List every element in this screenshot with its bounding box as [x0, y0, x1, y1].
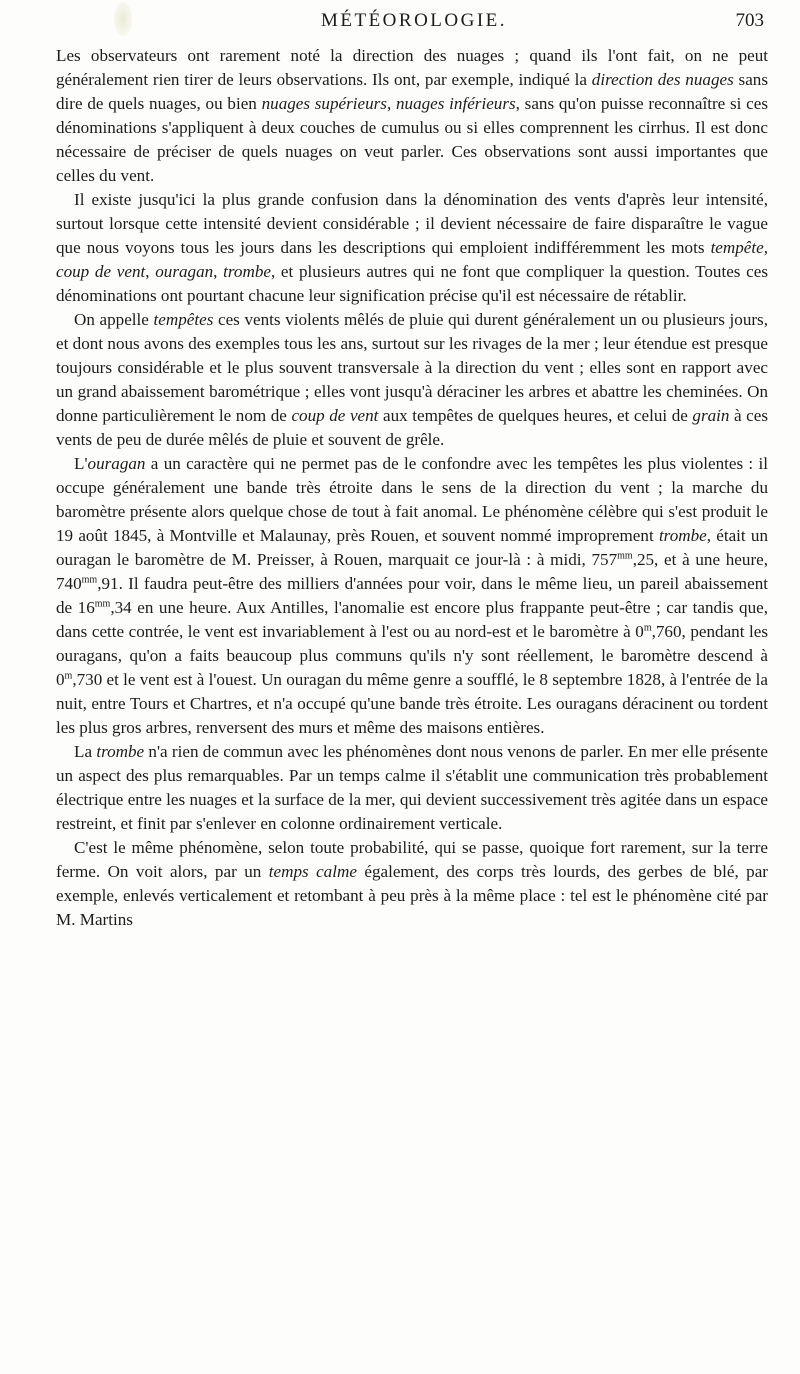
text-run: Les observateurs ont rarement noté la direction des nuages ; quand ils l'ont fait, on ne peut généralement rien tirer de leurs observations. Ils ont, par exemple, indiqué la	[56, 46, 768, 89]
running-title: MÉTÉOROLOGIE.	[320, 10, 508, 31]
paragraph	[56, 452, 768, 740]
text-run: L'	[74, 454, 88, 473]
text-run: n'a rien de commun avec les phénomènes dont nous venons de parler. En mer elle présente un aspect des plus remarquables. Par un temps calme il s'établit une communication très probablement électrique entre les nuages et la surface de la mer, qui devient successivement très agitée dans un espace restreint, et finit par s'enlever en colonne ordinairement verticale.	[56, 742, 768, 833]
text-run: ,760, pendant les ouragans, qu'on a faits beaucoup plus communs qu'ils n'y sont réellement, le baromètre descend à 0	[56, 622, 768, 689]
text-run: ,91. Il faudra peut-être des milliers d'années pour voir, dans le même lieu, un pareil abaissement de 16	[56, 574, 768, 617]
text-run: Il existe jusqu'ici la plus grande confusion dans la dénomination des vents d'après leur intensité, surtout lorsque cette intensité devient considérable ; il devient nécessaire de faire disparaître le vague que nous voyons tous les jours dans les descriptions qui emploient indifféremment les mots	[56, 190, 768, 257]
text-run: également, des corps très lourds, des gerbes de blé, par exemple, enlevés verticalement et retombant à peu près à la même place : tel est le phénomène cité par M. Martins	[56, 862, 768, 929]
text-run: ,730 et le vent est à l'ouest. Un ouragan du même genre a soufflé, le 8 septembre 1828, à l'entrée de la nuit, entre Tours et Chartres, et n'a occupé qu'une bande très étroite. Les ouragans déracinent ou tordent les plus gros arbres, renversent des murs et même des maisons entières.	[56, 670, 768, 737]
unit-superscript: m	[64, 670, 73, 682]
text-run: C'est le même phénomène, selon toute probabilité, qui se passe, quoique fort rarement, sur la terre ferme. On voit alors, par un	[56, 838, 768, 881]
paragraph	[56, 740, 768, 836]
text-run: à ces vents de peu de durée mêlés de pluie et souvent de grêle.	[56, 406, 768, 449]
paragraph	[56, 188, 768, 308]
unit-superscript: mm	[617, 550, 633, 562]
italic-term: nuages supérieurs	[261, 94, 387, 113]
italic-term: tempête	[710, 238, 764, 257]
paragraph	[56, 44, 768, 188]
italic-term: trombe	[223, 262, 271, 281]
paragraph	[56, 836, 768, 932]
italic-term: tempêtes	[153, 310, 214, 329]
body-text	[56, 44, 768, 932]
italic-term: ouragan	[155, 262, 214, 281]
text-run: , sans qu'on puisse reconnaître si ces dénominations s'appliquent à deux couches de cumulus ou si elles comprennent les cirrhus. Il est donc nécessaire de préciser de quels nuages on veut parler. Ces observations sont aussi importantes que celles du vent.	[56, 94, 768, 185]
italic-term: direction des nuages	[591, 70, 734, 89]
page-number: 703	[735, 10, 764, 31]
italic-term: coup de vent	[56, 262, 146, 281]
italic-term: grain	[692, 406, 730, 425]
italic-term: ouragan	[87, 454, 146, 473]
text-run: ,	[145, 262, 156, 281]
italic-term: nuages inférieurs	[395, 94, 516, 113]
unit-superscript: mm	[94, 598, 111, 610]
unit-superscript: mm	[81, 574, 98, 586]
text-run: sans dire de quels nuages, ou bien	[56, 70, 768, 113]
text-run: On appelle	[74, 310, 154, 329]
italic-term: trombe	[658, 526, 707, 545]
page-header	[64, 10, 764, 38]
italic-term: trombe	[96, 742, 145, 761]
unit-superscript: m	[643, 622, 652, 634]
text-run: , et plusieurs autres qui ne font que compliquer la question. Toutes ces dénominations ont pourtant chacune leur signification précise qu'il est nécessaire de rétablir.	[56, 262, 768, 305]
text-run: aux tempêtes de quelques heures, et celui de	[378, 406, 693, 425]
text-run: La	[74, 742, 97, 761]
text-run: , était un ouragan le baromètre de M. Preisser, à Rouen, marquait ce jour-là : à midi, 757	[56, 526, 768, 569]
paragraph	[56, 308, 768, 452]
text-run: ,34 en une heure. Aux Antilles, l'anomalie est encore plus frappante peut-être ; car tandis que, dans cette contrée, le vent est invariablement à l'est ou au nord-est et le baromètre à 0	[56, 598, 768, 641]
text-run: ,	[386, 94, 396, 113]
italic-term: coup de vent	[291, 406, 379, 425]
text-run: ,	[763, 238, 768, 257]
text-run: a un caractère qui ne permet pas de le confondre avec les tempêtes les plus violentes : il occupe généralement une bande très étroite dans le sens de la direction du vent ; la marche du baromètre présente alors quelque chose de tout à fait anomal. Le phénomène célèbre qui s'est produit le 19 août 1845, à Montville et Malaunay, près Rouen, et souvent nommé improprement	[56, 454, 768, 545]
text-run: ,25, et à une heure, 740	[56, 550, 768, 593]
italic-term: temps calme	[268, 862, 357, 881]
text-run: ,	[213, 262, 224, 281]
text-run: ces vents violents mêlés de pluie qui durent généralement un ou plusieurs jours, et dont nous avons des exemples tous les ans, surtout sur les rivages de la mer ; leur étendue est presque toujours considérable et le plus souvent transversale à la direction du vent ; elles sont en rapport avec un grand abaissement barométrique ; elles vont jusqu'à déraciner les arbres et abattre les cheminées. On donne particulièrement le nom de	[56, 310, 768, 425]
